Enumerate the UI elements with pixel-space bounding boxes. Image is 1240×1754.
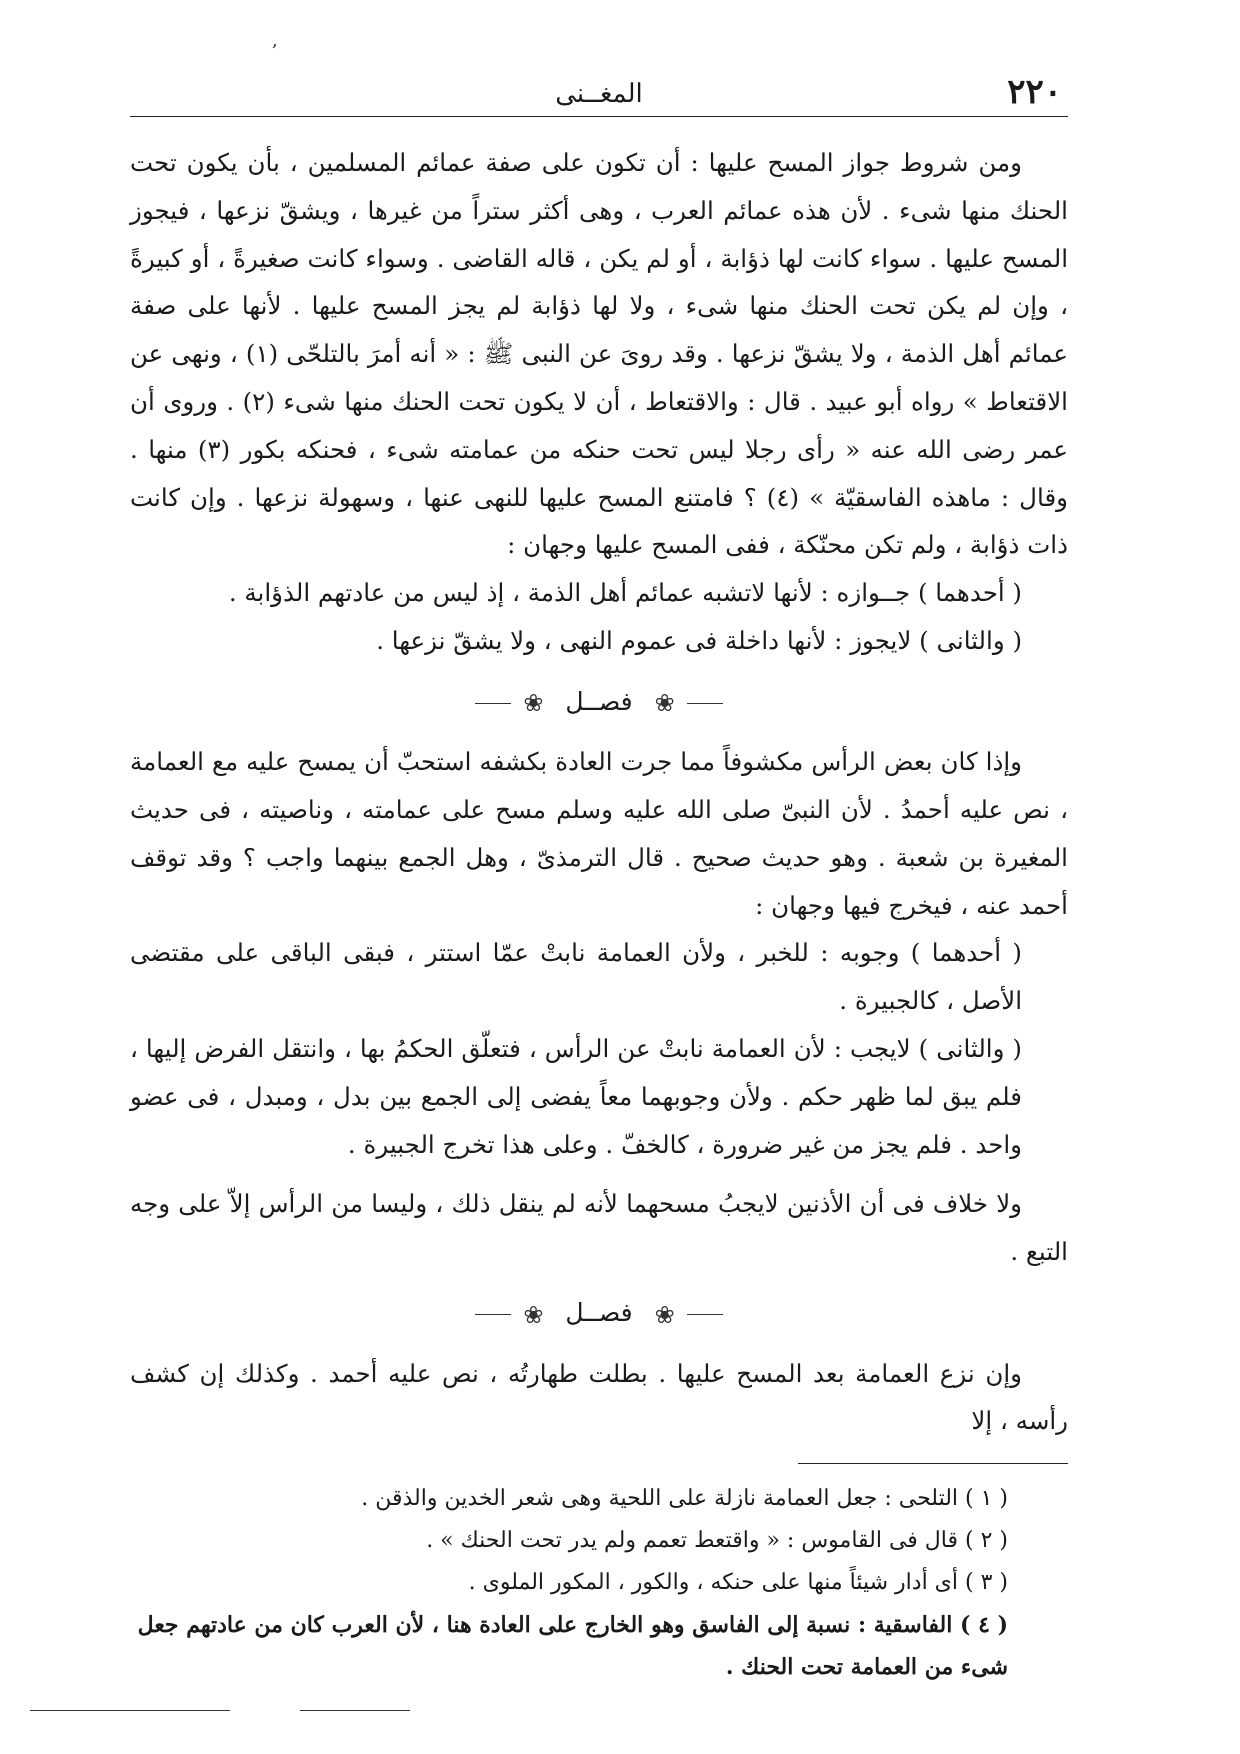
floral-ornament-icon: ❀ (654, 689, 675, 718)
running-title: المغــنى (555, 79, 643, 109)
section-heading: فصــل (565, 686, 633, 716)
divider-line-left (475, 703, 511, 704)
footnotes (130, 1478, 1068, 1688)
section-divider-fasl (130, 1288, 1068, 1340)
scan-speck: , (272, 30, 278, 51)
book-page (130, 70, 1068, 1688)
opinion-second: ( والثانى ) لايجوز : لأنها داخلة فى عموم النهى ، ولا يشقّ نزعها . (376, 625, 1022, 655)
main-text (130, 139, 1068, 1445)
bottom-scan-line-left (30, 1710, 230, 1711)
paragraph-ears: ولا خلاف فى أن الأذنين لايجبُ مسحهما لأنه لم ينقل ذلك ، وليسا من الرأس إلاّ على وجه التبع . (130, 1189, 1068, 1267)
opinion-first: ( أحدهما ) وجوبه : للخبر ، ولأن العمامة نابتْ عمّا استتر ، فبقى الباقى على مقتضى الأصل ، كالجبيرة . (130, 938, 1022, 1016)
opinion-second: ( والثانى ) لايجب : لأن العمامة نابتْ عن الرأس ، فتعلّق الحكمُ بها ، وانتقل الفرض إليها ، فلم يبق لما ظهر حكم . ولأن وجوبهما معاً يفضى إلى الجمع بين بدل ، ومبدل ، فى عضو واحد . فلم يجز من غير ضرورة ، كالخفّ . وعلى هذا تخرج الجبيرة . (130, 1034, 1022, 1159)
paragraph-removing-turban: وإن نزع العمامة بعد المسح عليها . بطلت طهارتُه ، نص عليه أحمد . وكذلك إن كشف رأسه ، إلا (130, 1358, 1068, 1436)
floral-ornament-icon: ❀ (523, 1300, 544, 1329)
section-heading: فصــل (565, 1298, 633, 1328)
page-header (130, 70, 1068, 117)
opinion-first: ( أحدهما ) جــوازه : لأنها لاتشبه عمائم أهل الذمة ، إذ ليس من عادتهم الذؤابة . (228, 578, 1022, 608)
bottom-scan-line-right (300, 1710, 410, 1711)
floral-ornament-icon: ❀ (523, 689, 544, 718)
divider-line-right (687, 703, 723, 704)
paragraph-exposed-head: وإذا كان بعض الرأس مكشوفاً مما جرت العادة بكشفه استحبّ أن يمسح عليه مع العمامة ، نص عليه أحمدُ . لأن النبىّ صلى الله عليه وسلم مسح على عمامته ، وناصيته ، فى حديث المغيرة بن شعبة . وهو حديث صحيح . قال الترمذىّ ، وهل الجمع بينهما واجب ؟ وقد توقف أحمد عنه ، فيخرج فيها وجهان : (130, 747, 1068, 920)
footnote-separator (798, 1463, 1068, 1464)
section-divider-fasl (130, 677, 1068, 729)
divider-line-right (687, 1314, 723, 1315)
footnote-3: ( ٣ ) أى أدار شيئاً منها على حنكه ، والكور ، المكور الملوى . (468, 1570, 1008, 1596)
page-number: ٢٢٠ (1007, 72, 1062, 112)
floral-ornament-icon: ❀ (654, 1300, 675, 1329)
divider-line-left (475, 1314, 511, 1315)
paragraph-wiping-conditions: ومن شروط جواز المسح عليها : أن تكون على صفة عمائم المسلمين ، بأن يكون تحت الحنك منها شىء . لأن هذه عمائم العرب ، وهى أكثر ستراً من غيرها ، ويشقّ نزعها ، فيجوز المسح عليها . سواء كانت لها ذؤابة ، أو لم يكن ، قاله القاضى . وسواء كانت صغيرةً ، أو كبيرةً ، وإن لم يكن تحت الحنك منها شىء ، ولا لها ذؤابة لم يجز المسح عليها . لأنها على صفة عمائم أهل الذمة ، ولا يشقّ نزعها . وقد روىَ عن النبى ﷺ : « أنه أمرَ بالتلحّى (١) ، ونهى عن الاقتعاط » رواه أبو عبيد . قال : والاقتعاط ، أن لا يكون تحت الحنك منها شىء (٢) . وروى أن عمر رضى الله عنه « رأى رجلا ليس تحت حنكه من عمامته شىء ، فحنكه بكور (٣) منها . وقال : ماهذه الفاسقيّة » (٤) ؟ فامتنع المسح عليها للنهى عنها ، وسهولة نزعها . وإن كانت ذات ذؤابة ، ولم تكن محنّكة ، ففى المسح عليها وجهان : (130, 148, 1068, 560)
footnote-4: ( ٤ ) الفاسقية : نسبة إلى الفاسق وهو الخارج على العادة هنا ، لأن العرب كان من عادتهم جعل شىء من العمامة تحت الحنك . (137, 1612, 1008, 1681)
footnote-1: ( ١ ) التلحى : جعل العمامة نازلة على اللحية وهى شعر الخدين والذقن . (361, 1486, 1008, 1512)
footnote-2: ( ٢ ) قال فى القاموس : « واقتعط تعمم ولم يدر تحت الحنك » . (426, 1528, 1008, 1554)
